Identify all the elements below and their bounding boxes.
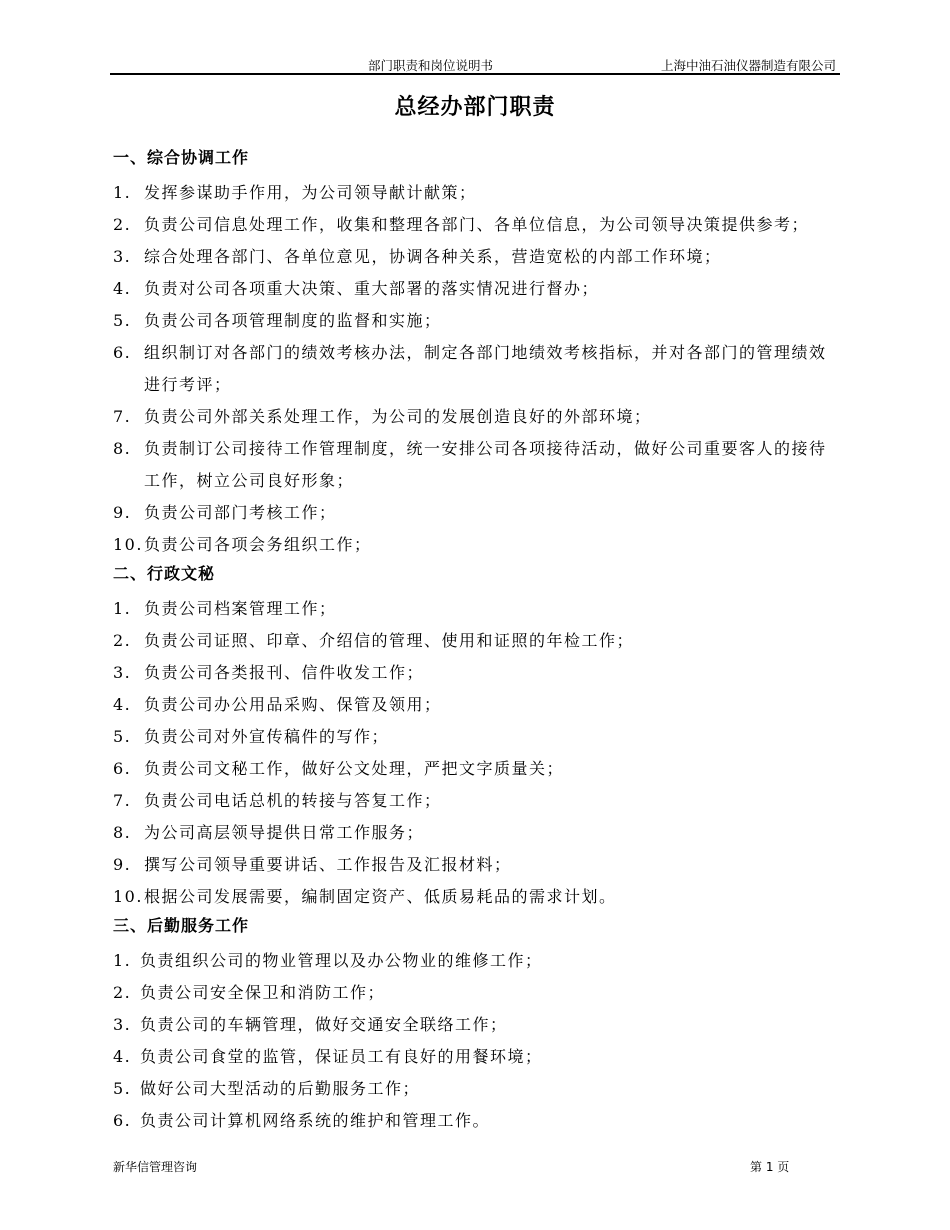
list-item-text: 负责公司食堂的监管，保证员工有良好的用餐环境；: [140, 1047, 543, 1066]
list-item-number: 5.: [113, 1079, 132, 1098]
list-item-text: 负责公司外部关系处理工作，为公司的发展创造良好的外部环境；: [144, 407, 652, 426]
list-item-number: 6.: [113, 1111, 132, 1130]
list-item-text: 负责公司部门考核工作；: [144, 503, 337, 522]
header-company: 上海中油石油仪器制造有限公司: [660, 58, 836, 73]
list-item: [113, 529, 843, 561]
list-item: [113, 1041, 843, 1073]
list-item-text: 负责公司各项管理制度的监督和实施；: [144, 311, 442, 330]
list-item-number: 10.: [113, 887, 143, 906]
list-item-number: 10.: [113, 535, 143, 554]
list-item-number: 7.: [113, 407, 132, 426]
list-item-number: 3.: [113, 663, 132, 682]
list-item: [113, 241, 843, 273]
list-item-text: 负责公司档案管理工作；: [144, 599, 337, 618]
list-item-number: 5.: [113, 311, 132, 330]
list-item: [113, 337, 843, 401]
list-item-text: 负责公司办公用品采购、保管及领用；: [144, 695, 442, 714]
list-item: [113, 593, 843, 625]
section-heading: 一、综合协调工作: [113, 148, 250, 167]
list-item-number: 3.: [113, 247, 132, 266]
list-item-number: 4.: [113, 279, 132, 298]
list-item: [113, 817, 843, 849]
list-item: [113, 721, 843, 753]
list-item-text: 负责公司证照、印章、介绍信的管理、使用和证照的年检工作；: [144, 631, 635, 650]
list-item-number: 1.: [113, 951, 132, 970]
list-item-text: 发挥参谋助手作用，为公司领导献计献策；: [144, 183, 477, 202]
list-item-number: 2.: [113, 631, 132, 650]
list-item-text: 撰写公司领导重要讲话、工作报告及汇报材料；: [144, 855, 512, 874]
list-item: [113, 849, 843, 881]
list-item: [113, 977, 843, 1009]
footer-brand: 新华信管理咨询: [113, 1160, 198, 1174]
list-item-number: 8.: [113, 439, 132, 458]
list-item-text: 负责公司信息处理工作，收集和整理各部门、各单位信息，为公司领导决策提供参考；: [144, 215, 810, 234]
list-item-text: 负责公司电话总机的转接与答复工作；: [144, 791, 442, 810]
list-item: [113, 305, 843, 337]
list-item-number: 5.: [113, 727, 132, 746]
list-item-number: 9.: [113, 855, 132, 874]
list-item-text: 负责制订公司接待工作管理制度，统一安排公司各项接待活动，做好公司重要客人的接待工作，树立公司良好形象；: [144, 439, 827, 490]
list-item-text: 负责公司文秘工作，做好公文处理，严把文字质量关；: [144, 759, 565, 778]
list-item-number: 4.: [113, 695, 132, 714]
list-item: [113, 401, 843, 433]
list-item: [113, 785, 843, 817]
list-item-number: 3.: [113, 1015, 132, 1034]
list-item-text: 负责公司安全保卫和消防工作；: [140, 983, 386, 1002]
list-item: [113, 1073, 843, 1105]
list-item: [113, 209, 843, 241]
list-item-text: 负责公司各类报刊、信件收发工作；: [144, 663, 425, 682]
list-item-number: 1.: [113, 183, 132, 202]
list-item: [113, 433, 843, 497]
document-body: [113, 145, 843, 1137]
list-item-number: 2.: [113, 983, 132, 1002]
list-item: [113, 881, 843, 913]
list-item-text: 综合处理各部门、各单位意见，协调各种关系，营造宽松的内部工作环境；: [144, 247, 722, 266]
list-item-number: 1.: [113, 599, 132, 618]
list-item: [113, 497, 843, 529]
list-item-text: 组织制订对各部门的绩效考核办法，制定各部门地绩效考核指标，并对各部门的管理绩效进行考评；: [144, 343, 827, 394]
section-heading: 三、后勤服务工作: [113, 916, 250, 935]
list-item-number: 6.: [113, 759, 132, 778]
list-item-number: 2.: [113, 215, 132, 234]
page-header: [110, 56, 840, 74]
list-item-text: 负责公司的车辆管理，做好交通安全联络工作；: [140, 1015, 508, 1034]
list-item: [113, 1009, 843, 1041]
list-item-text: 根据公司发展需要，编制固定资产、低质易耗品的需求计划。: [144, 887, 617, 906]
section-heading: 二、行政文秘: [113, 564, 216, 583]
list-item-text: 负责对公司各项重大决策、重大部署的落实情况进行督办；: [144, 279, 600, 298]
list-item: [113, 177, 843, 209]
list-item: [113, 945, 843, 977]
list-item: [113, 273, 843, 305]
list-item-number: 8.: [113, 823, 132, 842]
list-item-text: 负责公司各项会务组织工作；: [144, 535, 372, 554]
list-item: [113, 625, 843, 657]
list-item: [113, 753, 843, 785]
list-item-text: 负责组织公司的物业管理以及办公物业的维修工作；: [140, 951, 543, 970]
page-title: 总经办部门职责: [394, 94, 556, 120]
list-item-number: 6.: [113, 343, 132, 362]
list-item-number: 7.: [113, 791, 132, 810]
list-item: [113, 689, 843, 721]
list-item-text: 做好公司大型活动的后勤服务工作；: [140, 1079, 421, 1098]
list-item: [113, 657, 843, 689]
footer-page-number: 第 1 页: [750, 1160, 790, 1174]
header-doc-title: 部门职责和岗位说明书: [368, 58, 494, 73]
list-item-number: 4.: [113, 1047, 132, 1066]
list-item: [113, 1105, 843, 1137]
list-item-text: 为公司高层领导提供日常工作服务；: [144, 823, 425, 842]
list-item-number: 9.: [113, 503, 132, 522]
header-divider: [110, 73, 840, 75]
list-item-text: 负责公司计算机网络系统的维护和管理工作。: [140, 1111, 491, 1130]
list-item-text: 负责公司对外宣传稿件的写作；: [144, 727, 390, 746]
